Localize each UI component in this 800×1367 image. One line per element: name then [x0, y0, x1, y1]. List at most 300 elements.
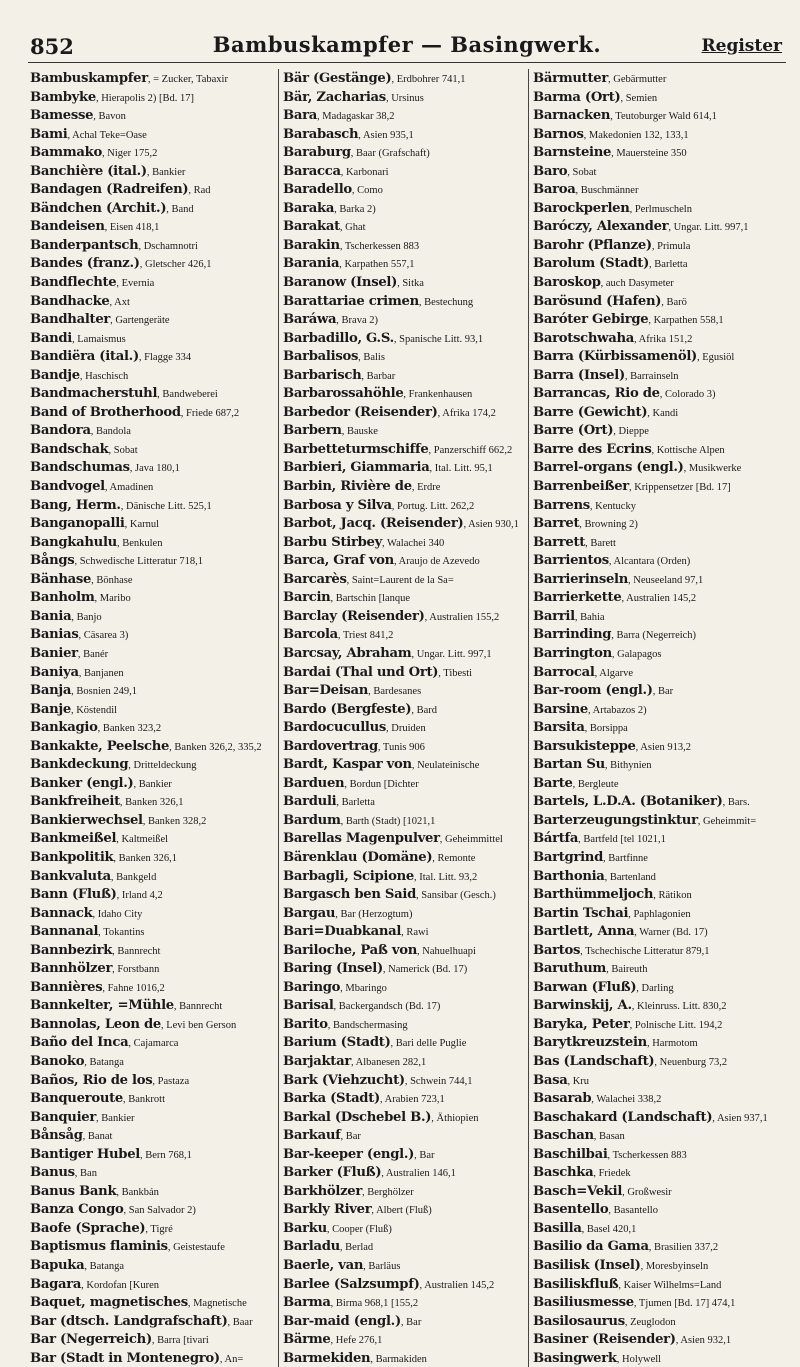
- index-entry: [30, 978, 276, 997]
- index-entry: [283, 514, 526, 533]
- index-entry: [30, 366, 276, 385]
- index-entry: [533, 1089, 776, 1108]
- entry-headword: Banholm: [30, 590, 95, 606]
- entry-headword: Bandschak: [30, 441, 109, 457]
- entry-headword: Barabasch: [283, 126, 359, 142]
- entry-reference: , Basel 420,1: [581, 1223, 637, 1235]
- index-entry: [283, 143, 526, 162]
- index-entry: [283, 1219, 526, 1238]
- entry-headword: Bandagen (Radreifen): [30, 182, 189, 198]
- entry-headword: Bania: [30, 608, 72, 624]
- section-label: Register: [701, 36, 782, 56]
- entry-reference: , Band: [166, 203, 194, 215]
- index-entry: [533, 1312, 776, 1331]
- entry-reference: , Kaiser Wilhelms=Land: [618, 1279, 722, 1291]
- entry-reference: , Saint=Laurent de la Sa=: [346, 574, 454, 586]
- index-entry: [283, 88, 526, 107]
- index-entry: [533, 551, 776, 570]
- entry-reference: , Dieppe: [613, 426, 649, 438]
- entry-headword: Bar=Deisan: [283, 683, 369, 699]
- entry-headword: Bångs: [30, 553, 75, 569]
- entry-reference: , Forstbann: [112, 964, 160, 976]
- index-entry: [283, 848, 526, 867]
- entry-reference: , Bar (Herzogtum): [335, 908, 413, 920]
- entry-reference: , Algarve: [594, 667, 634, 679]
- index-entry: [533, 904, 776, 923]
- index-entry: [533, 496, 776, 515]
- entry-headword: Banus Bank: [30, 1183, 117, 1199]
- entry-headword: Barbieri, Giammaria: [283, 460, 430, 476]
- index-entry: [533, 199, 776, 218]
- entry-headword: Baño del Inca: [30, 1035, 129, 1051]
- entry-reference: , Sobat: [567, 166, 597, 178]
- index-entry: [283, 1015, 526, 1034]
- entry-reference: , Barö: [661, 296, 687, 308]
- entry-headword: Barka (Stadt): [283, 1091, 380, 1107]
- entry-reference: , Bannrecht: [112, 945, 161, 957]
- entry-reference: , Dänische Litt. 525,1: [120, 500, 212, 512]
- entry-reference: , Tscherkessen 883: [607, 1149, 687, 1161]
- entry-reference: , auch Dasymeter: [600, 278, 674, 290]
- entry-reference: , An=: [219, 1353, 244, 1365]
- index-entry: [30, 867, 276, 886]
- index-entry: [283, 996, 526, 1015]
- entry-headword: Bannbezirk: [30, 942, 113, 958]
- entry-headword: Bannanal: [30, 924, 99, 940]
- index-entry: [533, 774, 776, 793]
- index-entry: [30, 681, 276, 700]
- entry-headword: Bardo (Bergfeste): [283, 701, 412, 717]
- index-entry: [283, 236, 526, 255]
- entry-headword: Barcin: [283, 590, 331, 606]
- index-entry: [30, 1256, 276, 1275]
- entry-headword: Barrierinseln: [533, 571, 629, 587]
- index-entry: [30, 1293, 276, 1312]
- index-entry: [30, 848, 276, 867]
- entry-reference: , Pastaza: [152, 1075, 190, 1087]
- entry-reference: , Triest 841,2: [337, 630, 394, 642]
- index-entry: [533, 1145, 776, 1164]
- entry-reference: , Nahuelhuapi: [417, 945, 476, 957]
- index-entry: [533, 403, 776, 422]
- entry-reference: , Browning 2): [579, 519, 638, 531]
- entry-reference: , Bern 768,1: [140, 1149, 192, 1161]
- entry-reference: , Australien 146,1: [381, 1168, 456, 1180]
- entry-headword: Bardum: [283, 812, 341, 828]
- entry-reference: , Sansibar (Gesch.): [416, 890, 496, 902]
- entry-headword: Banja: [30, 683, 72, 699]
- index-entry: [30, 922, 276, 941]
- entry-headword: Barku: [283, 1220, 327, 1236]
- entry-reference: , Bari delle Puglie: [390, 1038, 467, 1050]
- index-entry: [533, 755, 776, 774]
- entry-reference: , Bosnien 249,1: [71, 686, 138, 698]
- entry-headword: Baraka: [283, 200, 335, 216]
- entry-headword: Barduli: [283, 794, 337, 810]
- index-entry: [283, 978, 526, 997]
- entry-reference: , Tscherkessen 883: [339, 240, 420, 252]
- entry-headword: Barbern: [283, 423, 342, 439]
- entry-headword: Barrancas, Rio de: [533, 386, 660, 402]
- index-entry: [30, 125, 276, 144]
- entry-reference: , Bars.: [722, 797, 750, 809]
- entry-headword: Basiliskfluß: [533, 1276, 619, 1292]
- index-entry: [533, 829, 776, 848]
- entry-headword: Basarab: [533, 1091, 592, 1107]
- index-entry: [283, 1033, 526, 1052]
- entry-reference: , Brava 2): [336, 315, 378, 327]
- index-entry: [533, 607, 776, 626]
- index-entry: [283, 125, 526, 144]
- entry-headword: Barbadillo, G.S.: [283, 330, 394, 346]
- entry-headword: Barrocal: [533, 664, 595, 680]
- entry-headword: Bandi: [30, 330, 73, 346]
- entry-reference: , Rawi: [401, 927, 429, 939]
- index-entry: [533, 792, 776, 811]
- index-entry: [283, 681, 526, 700]
- index-entry: [533, 996, 776, 1015]
- index-entry: [283, 1237, 526, 1256]
- entry-headword: Barret: [533, 516, 580, 532]
- entry-reference: , Ital. Litt. 93,2: [414, 871, 478, 883]
- entry-reference: , Amadinen: [104, 482, 154, 494]
- entry-headword: Bandhalter: [30, 312, 111, 328]
- index-entry: [283, 1293, 526, 1312]
- entry-headword: Barlee (Salzsumpf): [283, 1276, 420, 1292]
- entry-headword: Bar-maid (engl.): [283, 1313, 401, 1329]
- index-entry: [30, 1312, 276, 1331]
- entry-headword: Barra (Insel): [533, 367, 625, 383]
- index-entry: [283, 1145, 526, 1164]
- index-entry: [30, 1145, 276, 1164]
- entry-reference: , Namerick (Bd. 17): [382, 964, 468, 976]
- entry-reference: , Buschmänner: [575, 185, 639, 197]
- index-entry: [533, 1126, 776, 1145]
- entry-reference: , Primula: [651, 240, 691, 252]
- index-entry: [533, 236, 776, 255]
- index-entry: [533, 1275, 776, 1294]
- entry-headword: Banoko: [30, 1053, 85, 1069]
- entry-reference: , Banken 326,2, 335,2: [169, 741, 262, 753]
- index-entry: [533, 440, 776, 459]
- entry-headword: Bagara: [30, 1276, 82, 1292]
- index-entry: [283, 1200, 526, 1219]
- entry-reference: , Moresbyinseln: [640, 1261, 709, 1272]
- entry-headword: Bånsåg: [30, 1128, 83, 1144]
- index-entry: [283, 106, 526, 125]
- entry-reference: , Kaltmeißel: [116, 834, 169, 846]
- index-entry: [533, 1349, 776, 1367]
- index-entry: [283, 254, 526, 273]
- entry-reference: , Banér: [77, 648, 109, 660]
- index-entry: [533, 700, 776, 719]
- entry-headword: Barium (Stadt): [283, 1035, 391, 1051]
- entry-headword: Barbedor (Reisender): [283, 404, 438, 420]
- index-entry: [533, 366, 776, 385]
- index-entry: [283, 700, 526, 719]
- entry-headword: Bar (dtsch. Landgrafschaft): [30, 1313, 228, 1329]
- entry-headword: Barbu Stirbey: [283, 534, 382, 550]
- entry-headword: Barwan (Fluß): [533, 979, 637, 995]
- entry-reference: , Tschechische Litteratur 879,1: [580, 945, 710, 957]
- entry-headword: Basa: [533, 1072, 568, 1088]
- entry-reference: , Bergleute: [572, 778, 619, 790]
- entry-headword: Bártfa: [533, 831, 579, 847]
- entry-headword: Barito: [283, 1016, 328, 1032]
- index-entry: [30, 1330, 276, 1349]
- entry-reference: , Baar: [227, 1316, 253, 1328]
- index-entry: [283, 570, 526, 589]
- index-entry: [533, 329, 776, 348]
- entry-headword: Barthonia: [533, 868, 605, 884]
- entry-reference: , Arabien 723,1: [379, 1094, 445, 1106]
- entry-headword: Banker (engl.): [30, 775, 134, 791]
- entry-reference: , Bankier: [133, 778, 172, 790]
- entry-headword: Barthümmeljoch: [533, 887, 654, 903]
- entry-reference: , Tjumen [Bd. 17] 474,1: [633, 1298, 736, 1310]
- entry-reference: , Bauske: [341, 426, 378, 438]
- entry-headword: Barbarossahöhle: [283, 386, 404, 402]
- index-entry: [30, 700, 276, 719]
- entry-reference: , Barrainseln: [624, 370, 679, 382]
- index-entry: [283, 755, 526, 774]
- index-entry: [30, 1275, 276, 1294]
- entry-reference: , Schwein 744,1: [404, 1075, 473, 1087]
- index-entry: [283, 588, 526, 607]
- index-entry: [30, 1015, 276, 1034]
- entry-reference: , Tibesti: [438, 667, 473, 679]
- entry-headword: Bärme: [283, 1332, 331, 1348]
- entry-headword: Barsine: [533, 701, 588, 717]
- entry-headword: Bandes (franz.): [30, 256, 140, 272]
- index-entry: [533, 1200, 776, 1219]
- index-entry: [283, 867, 526, 886]
- index-entry: [533, 384, 776, 403]
- entry-headword: Bänhase: [30, 571, 92, 587]
- index-entry: [30, 310, 276, 329]
- index-entry: [533, 458, 776, 477]
- entry-reference: , Kleinruss. Litt. 830,2: [631, 1001, 727, 1013]
- entry-headword: Banias: [30, 627, 79, 643]
- index-entry: [533, 1182, 776, 1201]
- entry-reference: , Mauersteine 350: [611, 148, 687, 160]
- index-entry: [283, 1349, 526, 1367]
- entry-headword: Banganopalli: [30, 516, 125, 532]
- entry-reference: , Idaho City: [92, 908, 143, 920]
- entry-headword: Barte: [533, 775, 573, 791]
- entry-headword: Barakin: [283, 237, 340, 253]
- entry-reference: , Bandola: [90, 426, 131, 438]
- entry-headword: Basilla: [533, 1220, 582, 1236]
- entry-reference: , Asien 930,1: [463, 519, 519, 531]
- entry-reference: , Balis: [358, 352, 385, 364]
- index-entry: [30, 421, 276, 440]
- index-entry: [30, 755, 276, 774]
- entry-reference: , Musikwerke: [683, 463, 742, 475]
- entry-headword: Barca, Graf von: [283, 553, 394, 569]
- index-entry: [533, 106, 776, 125]
- index-entry: [533, 1293, 776, 1312]
- entry-headword: Bankierwechsel: [30, 812, 143, 828]
- entry-reference: , Ungar. Litt. 997,1: [411, 648, 492, 660]
- index-entry: [283, 273, 526, 292]
- entry-reference: , Ital. Litt. 95,1: [429, 463, 493, 475]
- entry-headword: Bardt, Kaspar von: [283, 757, 412, 773]
- index-entry: [283, 1108, 526, 1127]
- index-entry: [283, 292, 526, 311]
- entry-headword: Bankvaluta: [30, 868, 111, 884]
- entry-reference: , Walachei 338,2: [591, 1094, 662, 1106]
- entry-reference: , Bartfinne: [603, 852, 648, 864]
- entry-headword: Baringo: [283, 979, 341, 995]
- entry-headword: Bardai (Thal und Ort): [283, 664, 439, 680]
- entry-headword: Barre (Gewicht): [533, 404, 648, 420]
- entry-headword: Bar-room (engl.): [533, 683, 653, 699]
- entry-headword: Baracca: [283, 163, 341, 179]
- entry-reference: , Erdre: [411, 482, 441, 494]
- entry-reference: , Bordun [Dichter: [344, 778, 419, 790]
- index-entry: [283, 69, 526, 88]
- entry-headword: Banza Congo: [30, 1202, 124, 1218]
- entry-headword: Bändchen (Archit.): [30, 200, 167, 216]
- index-entry: [30, 458, 276, 477]
- entry-reference: , Barbar: [361, 370, 396, 382]
- index-entry: [533, 273, 776, 292]
- entry-reference: , Flagge 334: [138, 352, 192, 364]
- entry-headword: Barladu: [283, 1239, 340, 1255]
- entry-reference: , Geheimmit=: [697, 815, 757, 827]
- entry-headword: Barattariae crimen: [283, 293, 419, 309]
- entry-reference: , Banat: [82, 1131, 113, 1143]
- entry-reference: , Bannrecht: [173, 1001, 223, 1013]
- entry-reference: , Alcantara (Orden): [608, 556, 691, 568]
- entry-reference: , Haschisch: [79, 370, 129, 382]
- entry-reference: , Cooper (Fluß): [326, 1223, 392, 1235]
- entry-headword: Barra (Kürbissamenöl): [533, 349, 697, 365]
- entry-reference: , Erdbohrer 741,1: [391, 74, 466, 85]
- entry-reference: , Hefe 276,1: [330, 1335, 383, 1347]
- index-entry: [533, 737, 776, 756]
- index-entry: [533, 922, 776, 941]
- index-entry: [283, 533, 526, 552]
- index-entry: [533, 125, 776, 144]
- index-entry: [283, 718, 526, 737]
- index-entry: [533, 310, 776, 329]
- entry-reference: , Kru: [567, 1075, 590, 1087]
- index-entry: [283, 829, 526, 848]
- entry-headword: Barnacken: [533, 108, 611, 124]
- index-entry: [30, 625, 276, 644]
- entry-headword: Barockperlen: [533, 200, 630, 216]
- index-entry: [30, 551, 276, 570]
- entry-reference: , Batanga: [84, 1056, 124, 1068]
- index-entry: [30, 644, 276, 663]
- entry-reference: , Tunis 906: [377, 741, 425, 753]
- entry-reference: , Barmakiden: [370, 1353, 427, 1365]
- entry-reference: , Barläus: [363, 1261, 401, 1272]
- entry-reference: , Cäsarea 3): [78, 630, 129, 642]
- entry-reference: , Banken 323,2: [97, 723, 162, 735]
- entry-reference: , Colorado 3): [659, 389, 716, 401]
- entry-headword: Bammako: [30, 145, 102, 161]
- entry-reference: , Ursinus: [385, 92, 424, 104]
- entry-reference: , Hierapolis 2) [Bd. 17]: [95, 92, 194, 104]
- index-entry: [283, 607, 526, 626]
- entry-headword: Baróczy, Alexander: [533, 219, 669, 235]
- entry-reference: , Paphlagonien: [628, 908, 691, 920]
- index-entry: [283, 199, 526, 218]
- entry-reference: , Asien 913,2: [635, 741, 692, 753]
- index-entry: [30, 1071, 276, 1090]
- entry-reference: , Holywell: [616, 1353, 662, 1365]
- entry-headword: Bargasch ben Said: [283, 887, 417, 903]
- index-entry: [30, 329, 276, 348]
- entry-headword: Baro: [533, 163, 568, 179]
- entry-reference: , Schwedische Litteratur 718,1: [74, 556, 204, 568]
- entry-headword: Baquet, magnetisches: [30, 1295, 188, 1311]
- entry-reference: , Eisen 418,1: [104, 222, 160, 234]
- entry-headword: Bann (Fluß): [30, 887, 117, 903]
- index-entry: [533, 254, 776, 273]
- entry-reference: , Lamaismus: [72, 333, 126, 345]
- entry-headword: Bartin Tschai: [533, 905, 629, 921]
- index-entry: [283, 1126, 526, 1145]
- entry-reference: , Bartfeld [tel 1021,1: [578, 834, 666, 846]
- entry-headword: Barsukisteppe: [533, 738, 636, 754]
- entry-headword: Barmekiden: [283, 1350, 371, 1366]
- entry-headword: Barrens: [533, 497, 590, 513]
- entry-reference: , Maribo: [94, 593, 131, 605]
- entry-reference: , Neuenburg 73,2: [654, 1056, 728, 1068]
- entry-headword: Bankdeckung: [30, 757, 129, 773]
- entry-reference: , Baireuth: [606, 964, 648, 976]
- index-entry: [533, 217, 776, 236]
- entry-reference: , Bartschin [lanque: [330, 593, 411, 605]
- entry-headword: Baofe (Sprache): [30, 1220, 146, 1236]
- index-entry: [30, 941, 276, 960]
- index-entry: [30, 1200, 276, 1219]
- entry-headword: Barolum (Stadt): [533, 256, 650, 272]
- entry-reference: , Ban: [74, 1168, 97, 1180]
- entry-reference: , Tokantins: [98, 927, 145, 939]
- entry-reference: , Dschamnotri: [138, 240, 198, 252]
- index-entry: [30, 199, 276, 218]
- index-entry: [533, 867, 776, 886]
- entry-reference: , Polnische Litt. 194,2: [629, 1019, 723, 1031]
- entry-reference: , Albert (Fluß): [371, 1205, 432, 1217]
- index-entry: [30, 384, 276, 403]
- entry-reference: , Benkulen: [116, 537, 163, 549]
- entry-reference: , Karpathen 557,1: [339, 259, 415, 271]
- index-entry: [283, 1330, 526, 1349]
- index-entry: [283, 625, 526, 644]
- entry-headword: Barril: [533, 608, 575, 624]
- entry-reference: , Bönhase: [91, 574, 133, 586]
- entry-headword: Bankfreiheit: [30, 794, 120, 810]
- index-entry: [283, 792, 526, 811]
- index-entry: [30, 607, 276, 626]
- entry-headword: Bar (Negerreich): [30, 1332, 152, 1348]
- entry-headword: Bannkelter, =Mühle: [30, 998, 174, 1014]
- index-entry: [533, 848, 776, 867]
- entry-reference: , Bestechung: [418, 296, 474, 308]
- entry-headword: Baroa: [533, 182, 576, 198]
- entry-reference: , Bavon: [93, 111, 126, 123]
- entry-headword: Barrett: [533, 534, 586, 550]
- index-entry: [30, 292, 276, 311]
- index-entry: [30, 829, 276, 848]
- entry-reference: , Perlmuscheln: [629, 203, 692, 215]
